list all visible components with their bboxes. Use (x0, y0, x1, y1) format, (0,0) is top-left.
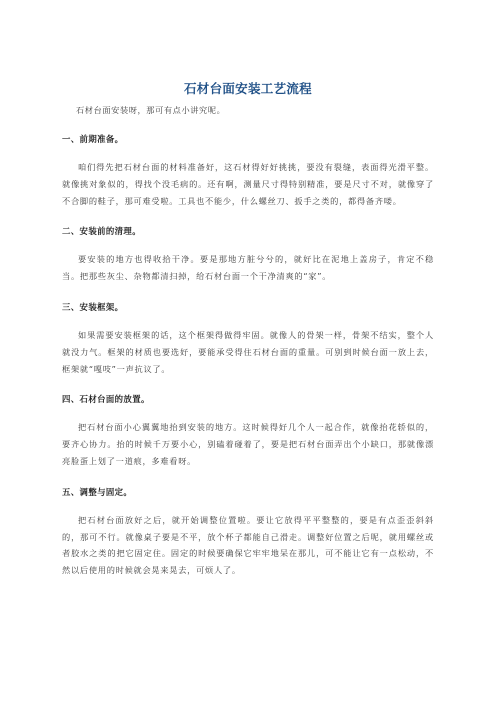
section-heading: 三、安装框架。 (62, 301, 124, 312)
section-paragraph: 要安装的地方也得收拾干净。要是那地方脏兮兮的，就好比在泥地上盖房子，肯定不稳当。把那些灰尘、杂物都清扫掉，给石材台面一个干净清爽的“家”。 (62, 254, 434, 282)
section-heading: 五、调整与固定。 (62, 486, 133, 497)
section-paragraph: 咱们得先把石材台面的材料准备好，这石材得好好挑挑，要没有裂缝，表面得光滑平整。就像挑对象似的，得找个没毛病的。还有啊，测量尺寸得特别精准，要是尺寸不对，就像穿了不合脚的鞋子，那可难受啦。工具也不能少，什么螺丝刀、扳手之类的，都得备齐喽。 (62, 162, 434, 206)
section-heading: 一、前期准备。 (62, 134, 124, 144)
section-3 (62, 301, 434, 377)
section-2 (62, 225, 434, 285)
section-heading: 四、石材台面的放置。 (62, 394, 150, 405)
section-paragraph: 把石材台面放好之后，就开始调整位置啦。要让它放得平平整整的，要是有点歪歪斜斜的，那可不行。就像桌子要是不平，放个杯子都能自己滑走。调整好位置之后呢，就用螺丝或者胶水之类的把它固定住。固定的时候要确保它牢牢地呆在那儿，可不能让它有一点松动，不然以后使用的时候就会晃来晃去，可烦人了。 (62, 514, 434, 576)
section-heading: 二、安装前的清理。 (62, 226, 141, 237)
section-4 (62, 393, 434, 469)
section-5 (62, 486, 434, 579)
intro-paragraph: 石材台面安装呀，那可有点小讲究呢。 (76, 105, 226, 115)
section-paragraph: 把石材台面小心翼翼地抬到安装的地方。这时候得好几个人一起合作，就像抬花轿似的，要齐心协力。抬的时候千万要小心，别磕着碰着了，要是把石材台面弄出个小缺口，那就像漂亮脸蛋上划了一道痕，多难看呀。 (62, 422, 434, 466)
document-title: 石材台面安装工艺流程 (183, 81, 312, 96)
section-1 (62, 133, 434, 209)
section-paragraph: 如果需要安装框架的话，这个框架得做得牢固。就像人的骨架一样，骨架不结实，整个人就没力气。框架的材质也要选好，要能承受得住石材台面的重量。可别到时候台面一放上去，框架就“嘎吱”一声抗议了。 (62, 329, 434, 374)
